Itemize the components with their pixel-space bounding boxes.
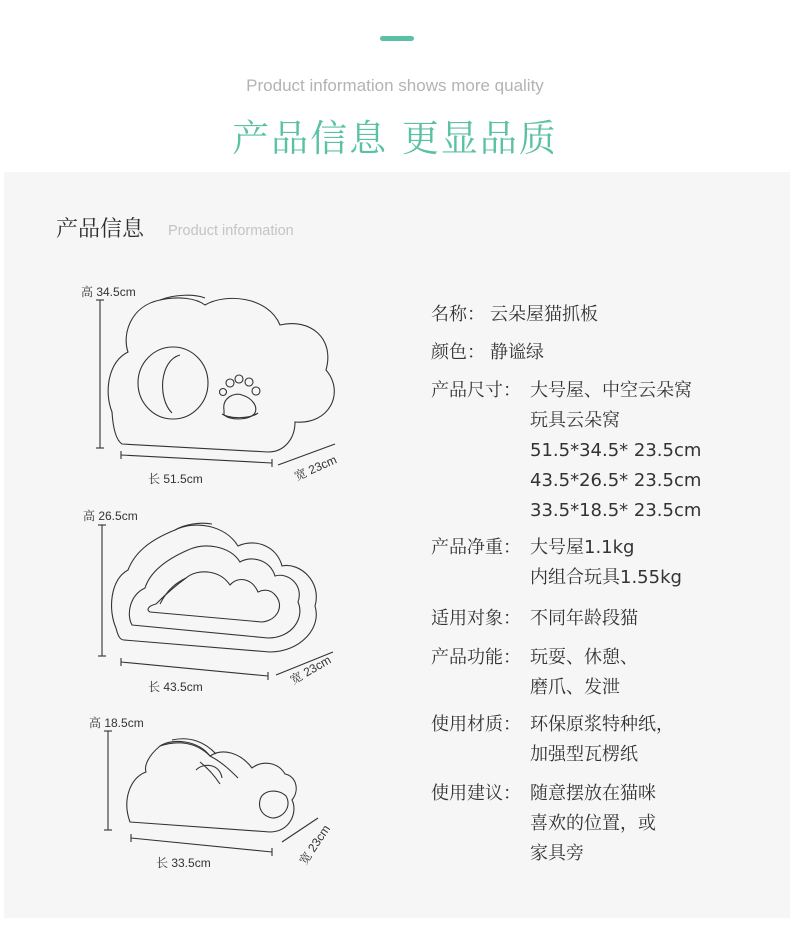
- spec-line: 51.5*34.5* 23.5cm: [530, 440, 702, 461]
- spec-value: [530, 643, 638, 703]
- large-height-label: 高 34.5cm: [81, 285, 136, 299]
- spec-label: 名称：: [431, 304, 485, 325]
- medium-height-label: 高 26.5cm: [83, 509, 138, 523]
- spec-line: 喜欢的位置，或: [530, 813, 656, 834]
- spec-line: 玩耍、休憩、: [530, 647, 638, 668]
- spec-line: 大号屋、中空云朵窝: [530, 380, 692, 401]
- spec-value: [490, 300, 598, 330]
- spec-value: [530, 779, 656, 869]
- spec-line: 不同年龄段猫: [530, 608, 638, 629]
- panel-heading-en: Product information: [168, 223, 294, 239]
- small-height-label: 高 18.5cm: [89, 716, 144, 730]
- large-length-label: 长 51.5cm: [148, 472, 203, 486]
- spec-line: 加强型瓦楞纸: [530, 744, 638, 765]
- spec-label: 产品尺寸：: [431, 380, 521, 401]
- spec-label: 产品功能：: [431, 647, 521, 668]
- spec-line: 环保原浆特种纸，: [530, 714, 674, 735]
- medium-length-label: 长 43.5cm: [148, 680, 203, 694]
- spec-line: 内组合玩具1.55kg: [530, 567, 682, 588]
- small-width-label: 宽 23cm: [296, 822, 334, 868]
- spec-value: [530, 533, 682, 593]
- small-length-label: 长 33.5cm: [156, 856, 211, 870]
- spec-line: 43.5*26.5* 23.5cm: [530, 470, 702, 491]
- spec-line: 磨爪、发泄: [530, 677, 620, 698]
- spec-label: 产品净重：: [431, 537, 521, 558]
- spec-line: 家具旁: [530, 843, 584, 864]
- spec-line: 33.5*18.5* 23.5cm: [530, 500, 702, 521]
- small-toy-cloud-diagram: [0, 0, 400, 900]
- spec-label: 颜色：: [431, 342, 485, 363]
- spec-line: 玩具云朵窝: [530, 410, 620, 431]
- medium-width-label: 宽 23cm: [287, 652, 334, 688]
- header-subtitle-en: Product information shows more quality: [246, 76, 544, 95]
- spec-label: 适用对象：: [431, 608, 521, 629]
- spec-value: [530, 604, 638, 634]
- small-toy-cloud-illustration: [0, 0, 400, 900]
- spec-value: [530, 376, 701, 526]
- header-title: 产品信息 更显品质: [232, 117, 558, 160]
- spec-value: [490, 338, 544, 368]
- large-width-label: 宽 23cm: [292, 452, 339, 484]
- spec-value: [530, 710, 674, 770]
- spec-line: 静谧绿: [490, 342, 544, 363]
- panel-heading: 产品信息: [56, 217, 145, 242]
- spec-line: 大号屋1.1kg: [530, 537, 635, 558]
- spec-line: 云朵屋猫抓板: [490, 304, 598, 325]
- spec-line: 随意摆放在猫咪: [530, 783, 656, 804]
- spec-label: 使用材质：: [431, 714, 521, 735]
- spec-label: 使用建议：: [431, 783, 521, 804]
